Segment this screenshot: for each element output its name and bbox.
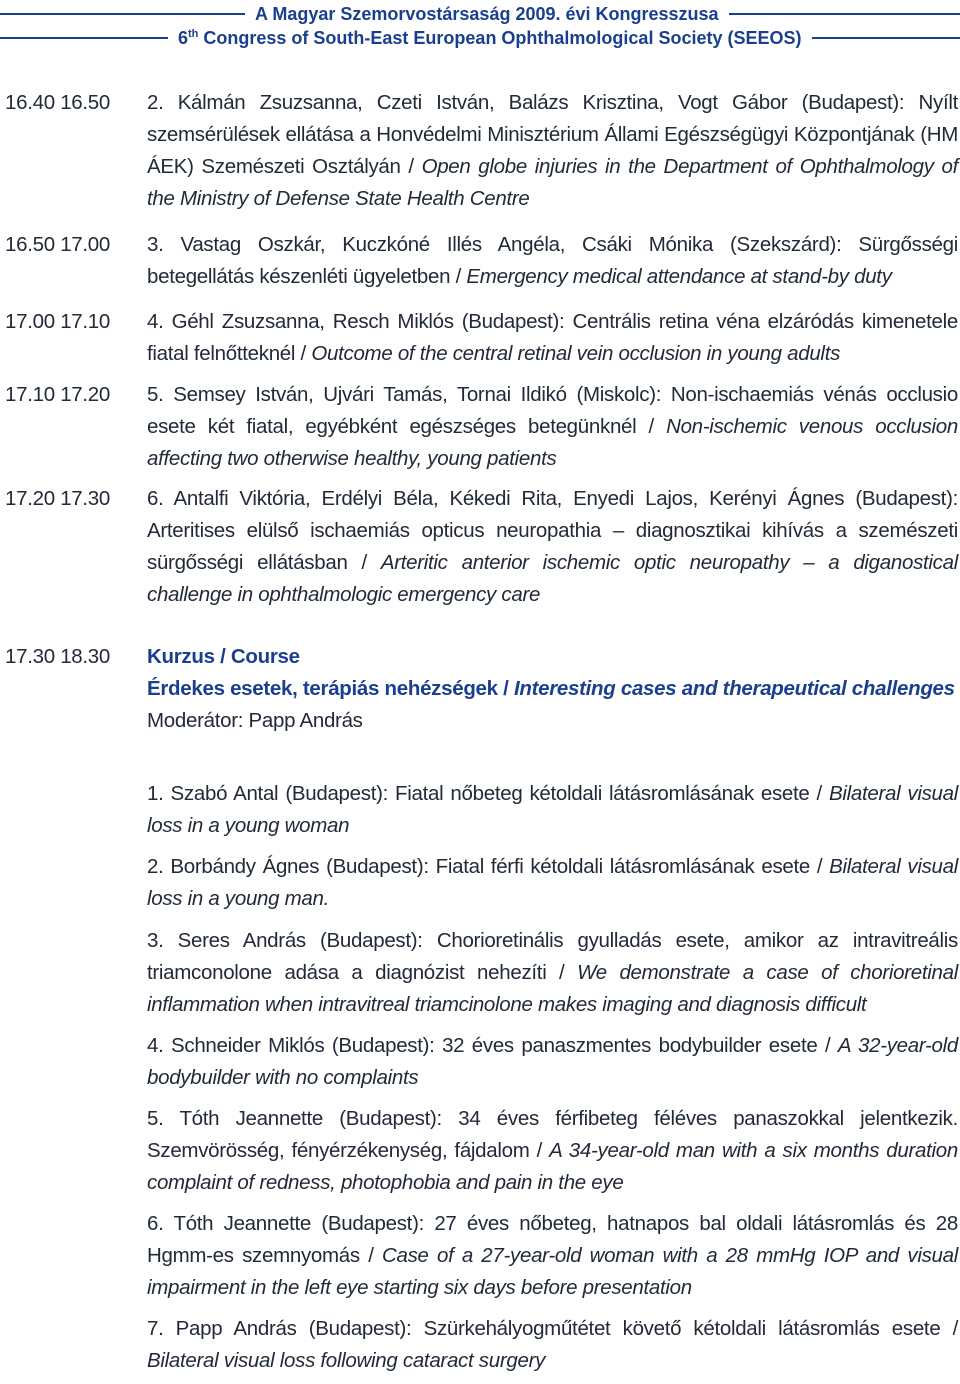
course-case — [147, 1208, 958, 1304]
talk-title-hu: Vastag Oszkár, Kuczkóné Illés Angéla, Csáki Mónika (Szekszárd): Sürgősségi betegellátás készenléti ügyeletben / — [147, 233, 958, 288]
talk-title-hu: Semsey István, Ujvári Tamás, Tornai Ildikó (Miskolc): Non-ischaemiás vénás occlusio esete két fiatal, egyébként egészséges betegünknél / — [147, 383, 958, 438]
talk-text: 2. Kálmán Zsuzsanna, Czeti István, Balázs Krisztina, Vogt Gábor (Budapest): Nyílt szemsérülések ellátása a Honvédelmi Minisztérium Állami Egészségügyi Központjának (HM ÁEK) Szemészeti Osztályán / Open globe injuries in the Department of Ophthalmology of the Ministry of Defense State Health Centre — [147, 91, 958, 210]
course-case — [147, 1103, 958, 1199]
case-title-en: A 32-year-old bodybuilder with no complaints — [147, 1034, 959, 1089]
case-title-hu: 3. Seres András (Budapest): Chorioretinális gyulladás esete, amikor az intravitreális triamconolone adása a diagnózist nehezíti / — [147, 929, 958, 984]
case-title-hu: 1. Szabó Antal (Budapest): Fiatal nőbeteg kétoldali látásromlásának esete / — [147, 782, 822, 805]
talk-text: 4. Géhl Zsuzsanna, Resch Miklós (Budapest): Centrális retina véna elzáródás kimenetele fiatal felnőtteknél / Outcome of the central retinal vein occlusion in young adults — [147, 310, 958, 365]
course-moderator: Moderátor: Papp András — [147, 709, 363, 732]
talk-title-en: Arteritic anterior ischemic optic neuropathy – a diganostical challenge in ophthalmologic emergency care — [147, 551, 958, 606]
talk-title-hu: Antalfi Viktória, Erdélyi Béla, Kékedi Rita, Enyedi Lajos, Kerényi Ágnes (Budapest): Arteritises elülső ischaemiás opticus neuropathia – diagnosztikai kihívás a szemészeti sürgősségi ellátásban / — [147, 487, 958, 574]
talk-title-en: Non-ischemic venous occlusion affecting two otherwise healthy, young patients — [147, 415, 958, 470]
congress-title-hu: A Magyar Szemorvostársaság 2009. évi Kongresszusa — [255, 4, 719, 24]
time-slot: 17.00 17.10 — [5, 310, 110, 333]
header-row-2 — [0, 26, 960, 50]
course-case — [147, 778, 958, 842]
time-slot: 17.20 17.30 — [5, 487, 110, 510]
talk-title-hu: Kálmán Zsuzsanna, Czeti István, Balázs Krisztina, Vogt Gábor (Budapest): Nyílt szemsérülések ellátása a Honvédelmi Minisztérium Állami Egészségügyi Központjának (HM ÁEK) Szemészeti Osztályán / — [147, 91, 958, 178]
case-title-en: Bilateral visual loss in a young woman — [147, 782, 958, 837]
header-rule — [812, 37, 960, 39]
course-case — [147, 1313, 958, 1377]
case-title-en: We demonstrate a case of chorioretinal inflammation when intravitreal triamcinolone makes imaging and diagnosis difficult — [147, 961, 958, 1016]
time-slot: 16.40 16.50 — [5, 91, 110, 114]
talk-title-en: Open globe injuries in the Department of Ophthalmology of the Ministry of Defense State Health Centre — [147, 155, 958, 210]
case-title-en: Case of a 27-year-old woman with a 28 mmHg IOP and visual impairment in the left eye starting six days before presentation — [147, 1244, 958, 1299]
course-title: Érdekes esetek, terápiás nehézségek / Interesting cases and therapeutical challenges — [147, 677, 955, 700]
time-slot: 17.30 18.30 — [5, 645, 110, 668]
course-case — [147, 1030, 958, 1094]
case-title-hu: 6. Tóth Jeannette (Budapest): 27 éves nőbeteg, hatnapos bal oldali látásromlás és 28 Hgmm-es szemnyomás / — [147, 1212, 958, 1267]
case-title-hu: 5. Tóth Jeannette (Budapest): 34 éves férfibeteg féléves panaszokkal jelentkezik. Szemvörösség, fényérzékenység, fájdalom / — [147, 1107, 958, 1162]
header-rule — [729, 13, 960, 15]
talk-title-en: Emergency medical attendance at stand-by duty — [466, 265, 892, 288]
talk-text: 6. Antalfi Viktória, Erdélyi Béla, Kékedi Rita, Enyedi Lajos, Kerényi Ágnes (Budapest): Arteritises elülső ischaemiás opticus neuropathia – diagnosztikai kihívás a szemészeti sürgősségi ellátásban / Arteritic anterior ischemic optic neuropathy – a diganostical challenge in ophthalmologic emergency care — [147, 487, 958, 606]
case-title-hu: 4. Schneider Miklós (Budapest): 32 éves panaszmentes bodybuilder esete / — [147, 1034, 831, 1057]
course-header — [147, 641, 958, 737]
case-title-en: A 34-year-old man with a six months duration complaint of redness, photophobia and pain in the eye — [147, 1139, 958, 1194]
case-title-hu: 7. Papp András (Budapest): Szürkehályogműtétet követő kétoldali látásromlás esete / — [147, 1317, 958, 1340]
talk-text: 3. Vastag Oszkár, Kuczkóné Illés Angéla, Csáki Mónika (Szekszárd): Sürgősségi betegellátás készenléti ügyeletben / Emergency medical attendance at stand-by duty — [147, 233, 958, 288]
talk-title-en: Outcome of the central retinal vein occlusion in young adults — [311, 342, 841, 365]
course-case — [147, 851, 958, 915]
course-label: Kurzus / Course — [147, 645, 300, 668]
header-rule — [0, 13, 245, 15]
time-slot: 16.50 17.00 — [5, 233, 110, 256]
congress-title-en: 6th Congress of South-East European Ophthalmological Society (SEEOS) — [178, 28, 802, 48]
header-rule — [0, 37, 168, 39]
case-title-hu: 2. Borbándy Ágnes (Budapest): Fiatal férfi kétoldali látásromlásának esete / — [147, 855, 823, 878]
course-case — [147, 925, 958, 1021]
talk-title-hu: Géhl Zsuzsanna, Resch Miklós (Budapest): Centrális retina véna elzáródás kimenetele fiatal felnőtteknél / — [147, 310, 958, 365]
page-header — [0, 2, 960, 50]
time-slot: 17.10 17.20 — [5, 383, 110, 406]
case-title-en: Bilateral visual loss following cataract surgery — [147, 1349, 546, 1372]
talk-text: 5. Semsey István, Ujvári Tamás, Tornai Ildikó (Miskolc): Non-ischaemiás vénás occlusio esete két fiatal, egyébként egészséges betegünknél / Non-ischemic venous occlusion affecting two otherwise healthy, young patients — [147, 383, 958, 470]
case-title-en: Bilateral visual loss in a young man. — [147, 855, 958, 910]
